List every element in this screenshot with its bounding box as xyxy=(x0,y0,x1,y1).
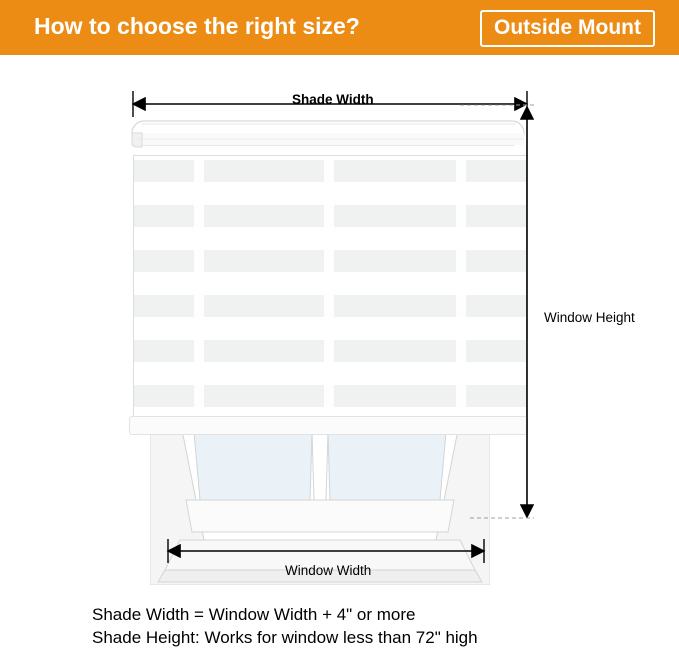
header-bar xyxy=(0,0,679,55)
label-window-height: Window Height xyxy=(544,310,635,325)
page-title: How to choose the right size? xyxy=(34,13,360,39)
sizing-notes xyxy=(92,603,632,649)
sizing-diagram xyxy=(0,55,679,600)
shade-bottom-rail xyxy=(129,416,528,435)
label-window-width: Window Width xyxy=(285,563,372,578)
shade-headrail xyxy=(126,117,530,153)
zebra-shade-fabric xyxy=(133,155,527,430)
mount-type-badge: Outside Mount xyxy=(480,10,655,47)
note-shade-height: Shade Height: Works for window less than 72" high xyxy=(92,628,478,647)
note-shade-width: Shade Width = Window Width + 4" or more xyxy=(92,605,416,624)
window-frame xyxy=(150,410,490,585)
label-shade-width: Shade Width xyxy=(292,92,374,107)
